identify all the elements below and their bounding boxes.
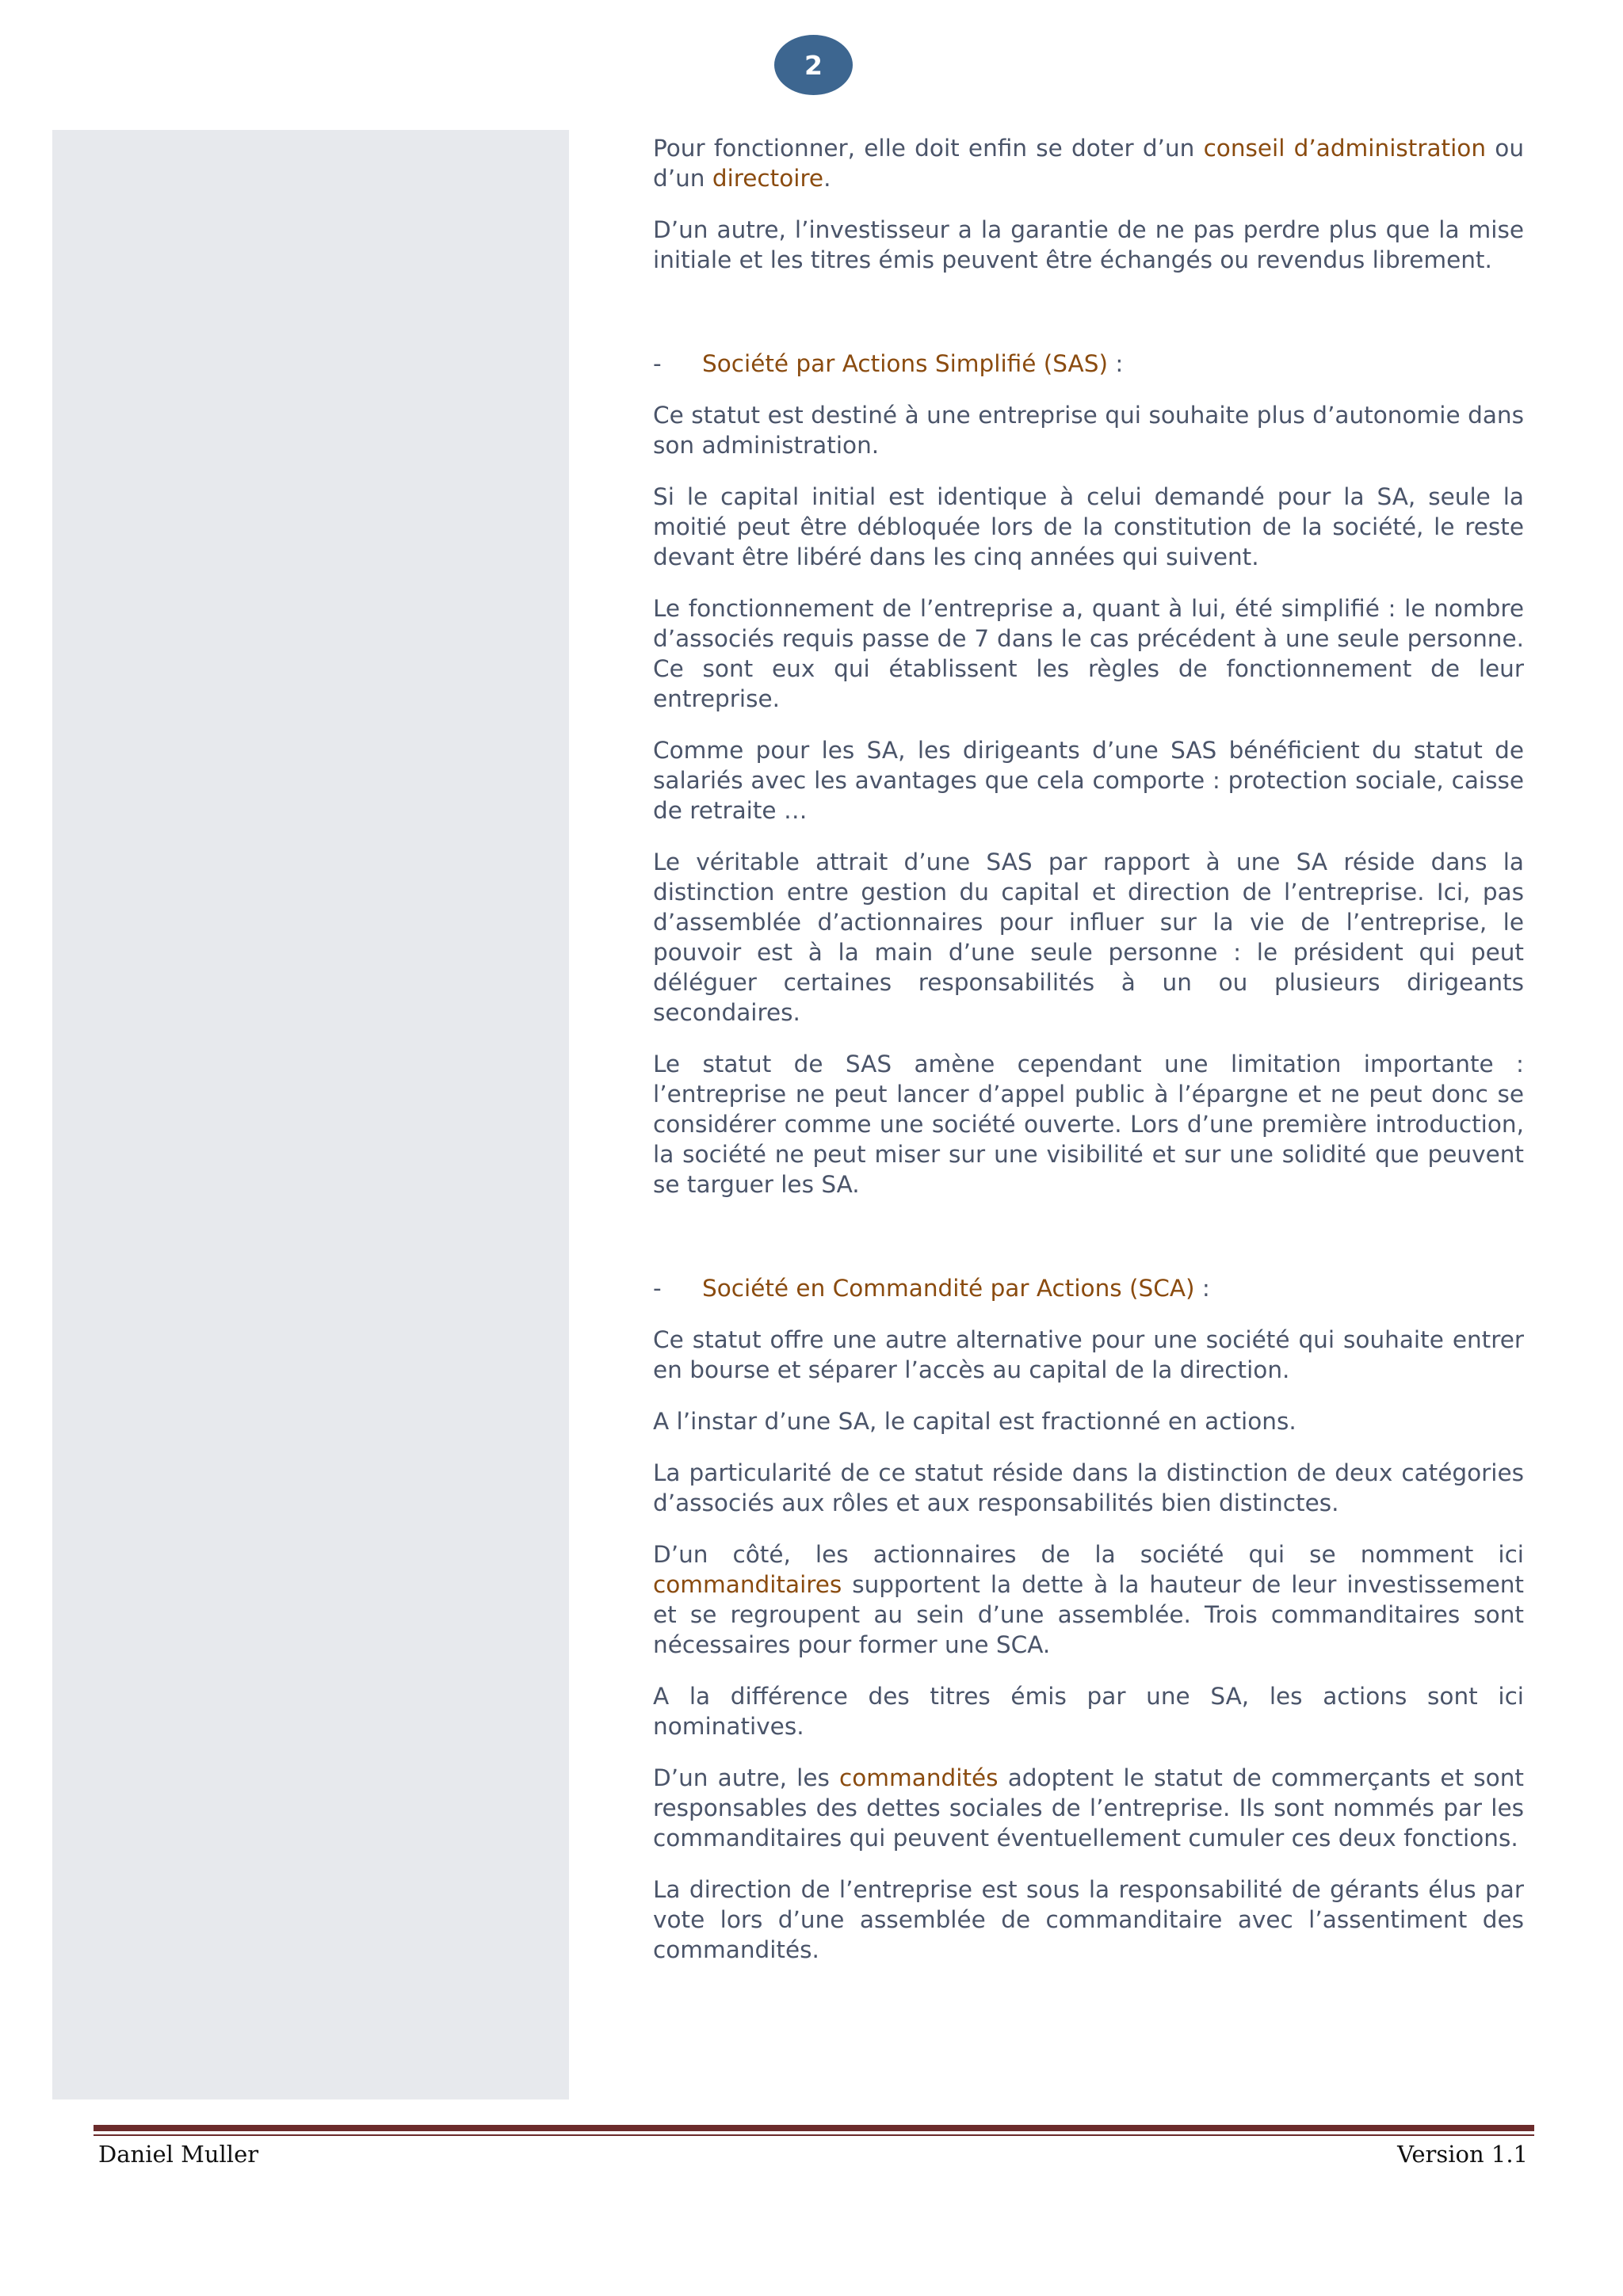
highlighted-term: directoire bbox=[712, 165, 824, 192]
section-spacer bbox=[653, 296, 1524, 349]
highlighted-term: commandités bbox=[839, 1764, 999, 1791]
section-heading bbox=[653, 1273, 1524, 1303]
paragraph bbox=[653, 1049, 1524, 1199]
text-run: La particularité de ce statut réside dans la distinction de deux catégories d’associés aux rôles et aux responsabilités bien distinctes. bbox=[653, 1459, 1524, 1516]
footer-author: Daniel Muller bbox=[98, 2141, 259, 2168]
bullet-dash: - bbox=[653, 1275, 662, 1302]
text-run: D’un côté, les actionnaires de la société qui se nomment ici bbox=[653, 1541, 1524, 1568]
text-run: Comme pour les SA, les dirigeants d’une SAS bénéficient du statut de salariés avec les avantages que cela comporte : protection sociale, caisse de retraite … bbox=[653, 737, 1524, 824]
paragraph bbox=[653, 1325, 1524, 1385]
text-run: Ce statut est destiné à une entreprise qui souhaite plus d’autonomie dans son administration. bbox=[653, 402, 1524, 459]
section-heading-suffix: : bbox=[1107, 350, 1124, 377]
paragraph bbox=[653, 1406, 1524, 1436]
paragraph bbox=[653, 1681, 1524, 1741]
section-heading bbox=[653, 349, 1524, 379]
footer-rule bbox=[94, 2125, 1534, 2131]
text-run: A la différence des titres émis par une SA, les actions sont ici nominatives. bbox=[653, 1683, 1524, 1740]
text-run: . bbox=[823, 165, 831, 192]
section-spacer bbox=[653, 1221, 1524, 1273]
paragraph bbox=[653, 847, 1524, 1028]
page-number-badge: 2 bbox=[774, 35, 853, 95]
highlighted-term: conseil d’administration bbox=[1203, 135, 1487, 162]
text-run: Pour fonctionner, elle doit enfin se doter d’un bbox=[653, 135, 1204, 162]
paragraph bbox=[653, 400, 1524, 460]
paragraph bbox=[653, 1458, 1524, 1518]
paragraph bbox=[653, 215, 1524, 275]
paragraph bbox=[653, 735, 1524, 826]
text-run: A l’instar d’une SA, le capital est fractionné en actions. bbox=[653, 1408, 1296, 1435]
paragraph bbox=[653, 133, 1524, 193]
text-run: ou d’un bbox=[653, 135, 1525, 192]
paragraph bbox=[653, 1763, 1524, 1853]
section-heading-title: Société en Commandité par Actions (SCA) bbox=[702, 1275, 1195, 1302]
text-run: D’un autre, les bbox=[653, 1764, 840, 1791]
paragraph bbox=[653, 593, 1524, 714]
section-heading-suffix: : bbox=[1194, 1275, 1210, 1302]
paragraph bbox=[653, 1539, 1524, 1660]
text-run: adoptent le statut de commerçants et sont responsables des dettes sociales de l’entreprise. Ils sont nommés par les commanditaires qui peuvent éventuellement cumuler ces deux fonctions. bbox=[653, 1764, 1524, 1852]
text-run: Ce statut offre une autre alternative pour une société qui souhaite entrer en bourse et séparer l’accès au capital de la direction. bbox=[653, 1326, 1524, 1383]
text-run: La direction de l’entreprise est sous la responsabilité de gérants élus par vote lors d’une assemblée de commanditaire avec l’assentiment des commandités. bbox=[653, 1876, 1524, 1963]
text-run: Le véritable attrait d’une SAS par rapport à une SA réside dans la distinction entre gestion du capital et direction de l’entreprise. Ici, pas d’assemblée d’actionnaires pour influer sur la vie de l’entreprise, le pouvoir est à la main d’une seule personne : le président qui peut déléguer certaines responsabilités à un ou plusieurs dirigeants secondaires. bbox=[653, 849, 1524, 1026]
paragraph bbox=[653, 482, 1524, 572]
document-body bbox=[653, 133, 1524, 1986]
text-run: Le fonctionnement de l’entreprise a, quant à lui, été simplifié : le nombre d’associés requis passe de 7 dans le cas précédent à une seule personne. Ce sont eux qui établissent les règles de fonctionnement de leur entreprise. bbox=[653, 595, 1524, 712]
sidebar-panel bbox=[52, 130, 569, 2100]
footer-rule-thin bbox=[94, 2134, 1534, 2136]
text-run: D’un autre, l’investisseur a la garantie de ne pas perdre plus que la mise initiale et les titres émis peuvent être échangés ou revendus librement. bbox=[653, 216, 1524, 273]
paragraph bbox=[653, 1875, 1524, 1965]
text-run: Le statut de SAS amène cependant une limitation importante : l’entreprise ne peut lancer d’appel public à l’épargne et ne peut donc se considérer comme une société ouverte. Lors d’une première introduction, la société ne peut miser sur une visibilité et sur une solidité que peuvent se targuer les SA. bbox=[653, 1051, 1524, 1198]
bullet-dash: - bbox=[653, 350, 662, 377]
text-run: Si le capital initial est identique à celui demandé pour la SA, seule la moitié peut être débloquée lors de la constitution de la société, le reste devant être libéré dans les cinq années qui suivent. bbox=[653, 483, 1524, 570]
section-heading-title: Société par Actions Simplifié (SAS) bbox=[702, 350, 1108, 377]
footer-version: Version 1.1 bbox=[1397, 2141, 1528, 2168]
highlighted-term: commanditaires bbox=[653, 1571, 842, 1598]
text-run: supportent la dette à la hauteur de leur investissement et se regroupent au sein d’une assemblée. Trois commanditaires sont nécessaires pour former une SCA. bbox=[653, 1571, 1524, 1658]
